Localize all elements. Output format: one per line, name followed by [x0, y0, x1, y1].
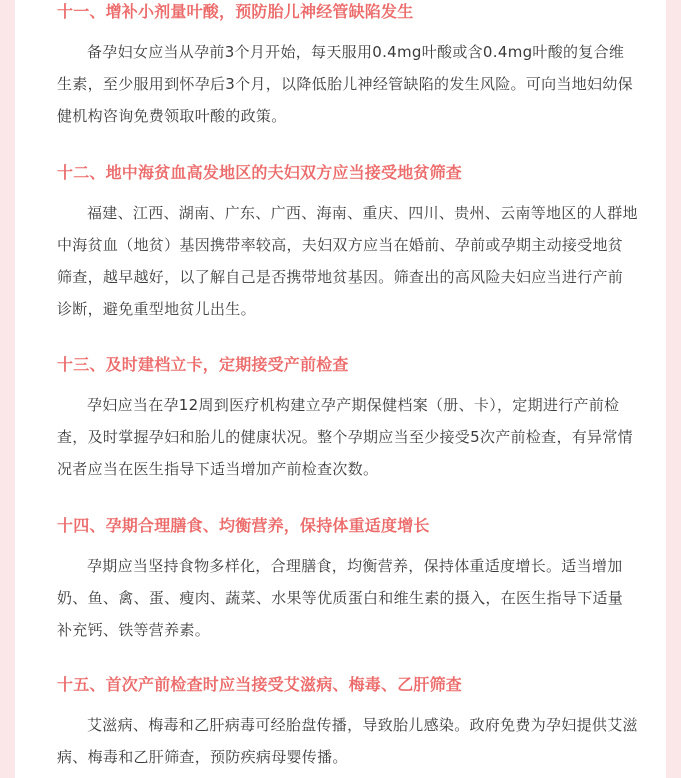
- section-12-body: 福建、江西、湖南、广东、广西、海南、重庆、四川、贵州、云南等地区的人群地中海贫血（地贫）基因携带率较高，夫妇双方应当在婚前、孕前或孕期主动接受地贫筛查，越早越好，以了解自己是否携带地贫基因。筛查出的高风险夫妇应当进行产前诊断，避免重型地贫儿出生。: [57, 204, 638, 318]
- section-14: [57, 516, 638, 646]
- section-15-title: 十五、首次产前检查时应当接受艾滋病、梅毒、乙肝筛查: [57, 675, 463, 694]
- section-13-body: 孕妇应当在孕12周到医疗机构建立孕产期保健档案（册、卡），定期进行产前检查，及时掌握孕妇和胎儿的健康状况。整个孕期应当至少接受5次产前检查，有异常情况者应当在医生指导下适当增加产前检查次数。: [57, 396, 633, 478]
- section-14-title: 十四、孕期合理膳食、均衡营养，保持体重适度增长: [57, 516, 430, 535]
- section-15-body: 艾滋病、梅毒和乙肝病毒可经胎盘传播，导致胎儿感染。政府免费为孕妇提供艾滋病、梅毒和乙肝筛查，预防疾病母婴传播。: [57, 716, 638, 766]
- section-12: [57, 163, 638, 325]
- article-card: [15, 0, 666, 778]
- section-14-body: 孕期应当坚持食物多样化，合理膳食，均衡营养，保持体重适度增长。适当增加奶、鱼、禽、蛋、瘦肉、蔬菜、水果等优质蛋白和维生素的摄入，在医生指导下适量补充钙、铁等营养素。: [57, 557, 624, 639]
- section-12-title: 十二、地中海贫血高发地区的夫妇双方应当接受地贫筛查: [57, 163, 463, 182]
- section-11: [57, 2, 638, 132]
- section-13: [57, 355, 638, 485]
- section-11-body: 备孕妇女应当从孕前3个月开始，每天服用0.4mg叶酸或含0.4mg叶酸的复合维生素，至少服用到怀孕后3个月，以降低胎儿神经管缺陷的发生风险。可向当地妇幼保健机构咨询免费领取叶酸的政策。: [57, 43, 633, 125]
- section-13-title: 十三、及时建档立卡，定期接受产前检查: [57, 355, 349, 374]
- section-11-title: 十一、增补小剂量叶酸，预防胎儿神经管缺陷发生: [57, 2, 414, 21]
- section-15: [57, 675, 638, 773]
